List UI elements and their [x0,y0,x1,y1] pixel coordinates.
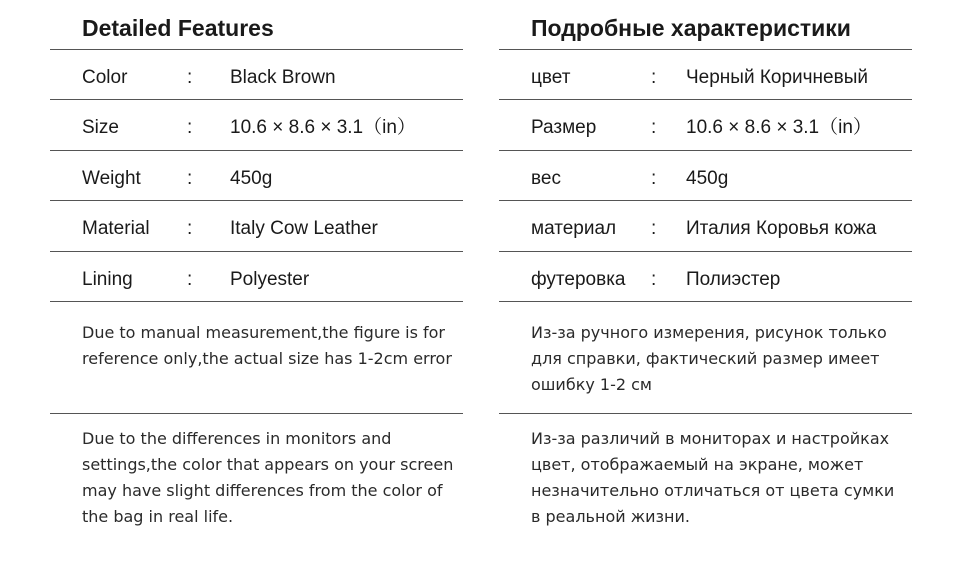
english-features-column [50,0,463,544]
feature-value: Италия Коровья кожа [686,218,877,240]
feature-value: 10.6 × 8.6 × 3.1（in） [686,117,872,139]
feature-separator: : [187,167,193,189]
features-heading-en: Detailed Features [50,0,463,50]
feature-value: 450g [686,167,729,189]
feature-row-weight [50,151,463,201]
measurement-note-ru: Из-за ручного измерения, рисунок только для справки, фактический размер имеет ошибку 1-2 см [499,302,912,414]
feature-label: материал [531,218,617,240]
feature-row-weight-ru [499,151,912,201]
feature-label: Material [82,218,150,240]
color-note-en: Due to the differences in monitors and settings,the color that appears on your screen may have slight differences from the color of the bag in real life. [82,428,454,526]
feature-separator: : [651,218,657,240]
feature-value: Полиэстер [686,268,781,290]
feature-label: вес [531,167,561,189]
features-heading-ru: Подробные характеристики [499,0,912,50]
feature-label: Lining [82,268,133,290]
feature-separator: : [651,268,657,290]
feature-value: 450g [230,167,273,189]
russian-features-column [499,0,912,544]
feature-label: цвет [531,67,571,88]
measurement-note-en: Due to manual measurement,the figure is for reference only,the actual size has 1-2cm error [50,302,463,414]
feature-label: Размер [531,117,597,139]
feature-label: футеровка [531,268,626,290]
feature-separator: : [651,67,657,88]
feature-row-color [50,50,463,100]
feature-value: Черный Коричневый [686,67,868,88]
feature-row-lining-ru [499,252,912,302]
feature-value: 10.6 × 8.6 × 3.1（in） [230,117,416,139]
feature-row-size [50,100,463,150]
feature-label: Size [82,117,119,139]
feature-value: Polyester [230,268,310,290]
feature-separator: : [651,117,657,139]
feature-row-material-ru [499,201,912,251]
feature-separator: : [187,268,193,290]
feature-value: Italy Cow Leather [230,218,378,240]
feature-row-color-ru [499,50,912,100]
feature-separator: : [187,218,193,240]
feature-value: Black Brown [230,67,336,88]
feature-label: Color [82,67,128,88]
feature-separator: : [651,167,657,189]
feature-row-material [50,201,463,251]
feature-row-size-ru [499,100,912,150]
feature-label: Weight [82,167,141,189]
feature-row-lining [50,252,463,302]
feature-separator: : [187,117,193,139]
feature-separator: : [187,67,193,88]
color-note-ru: Из-за различий в мониторах и настройках цвет, отображаемый на экране, может незначительно отличаться от цвета сумки в реальной жизни. [531,428,895,526]
